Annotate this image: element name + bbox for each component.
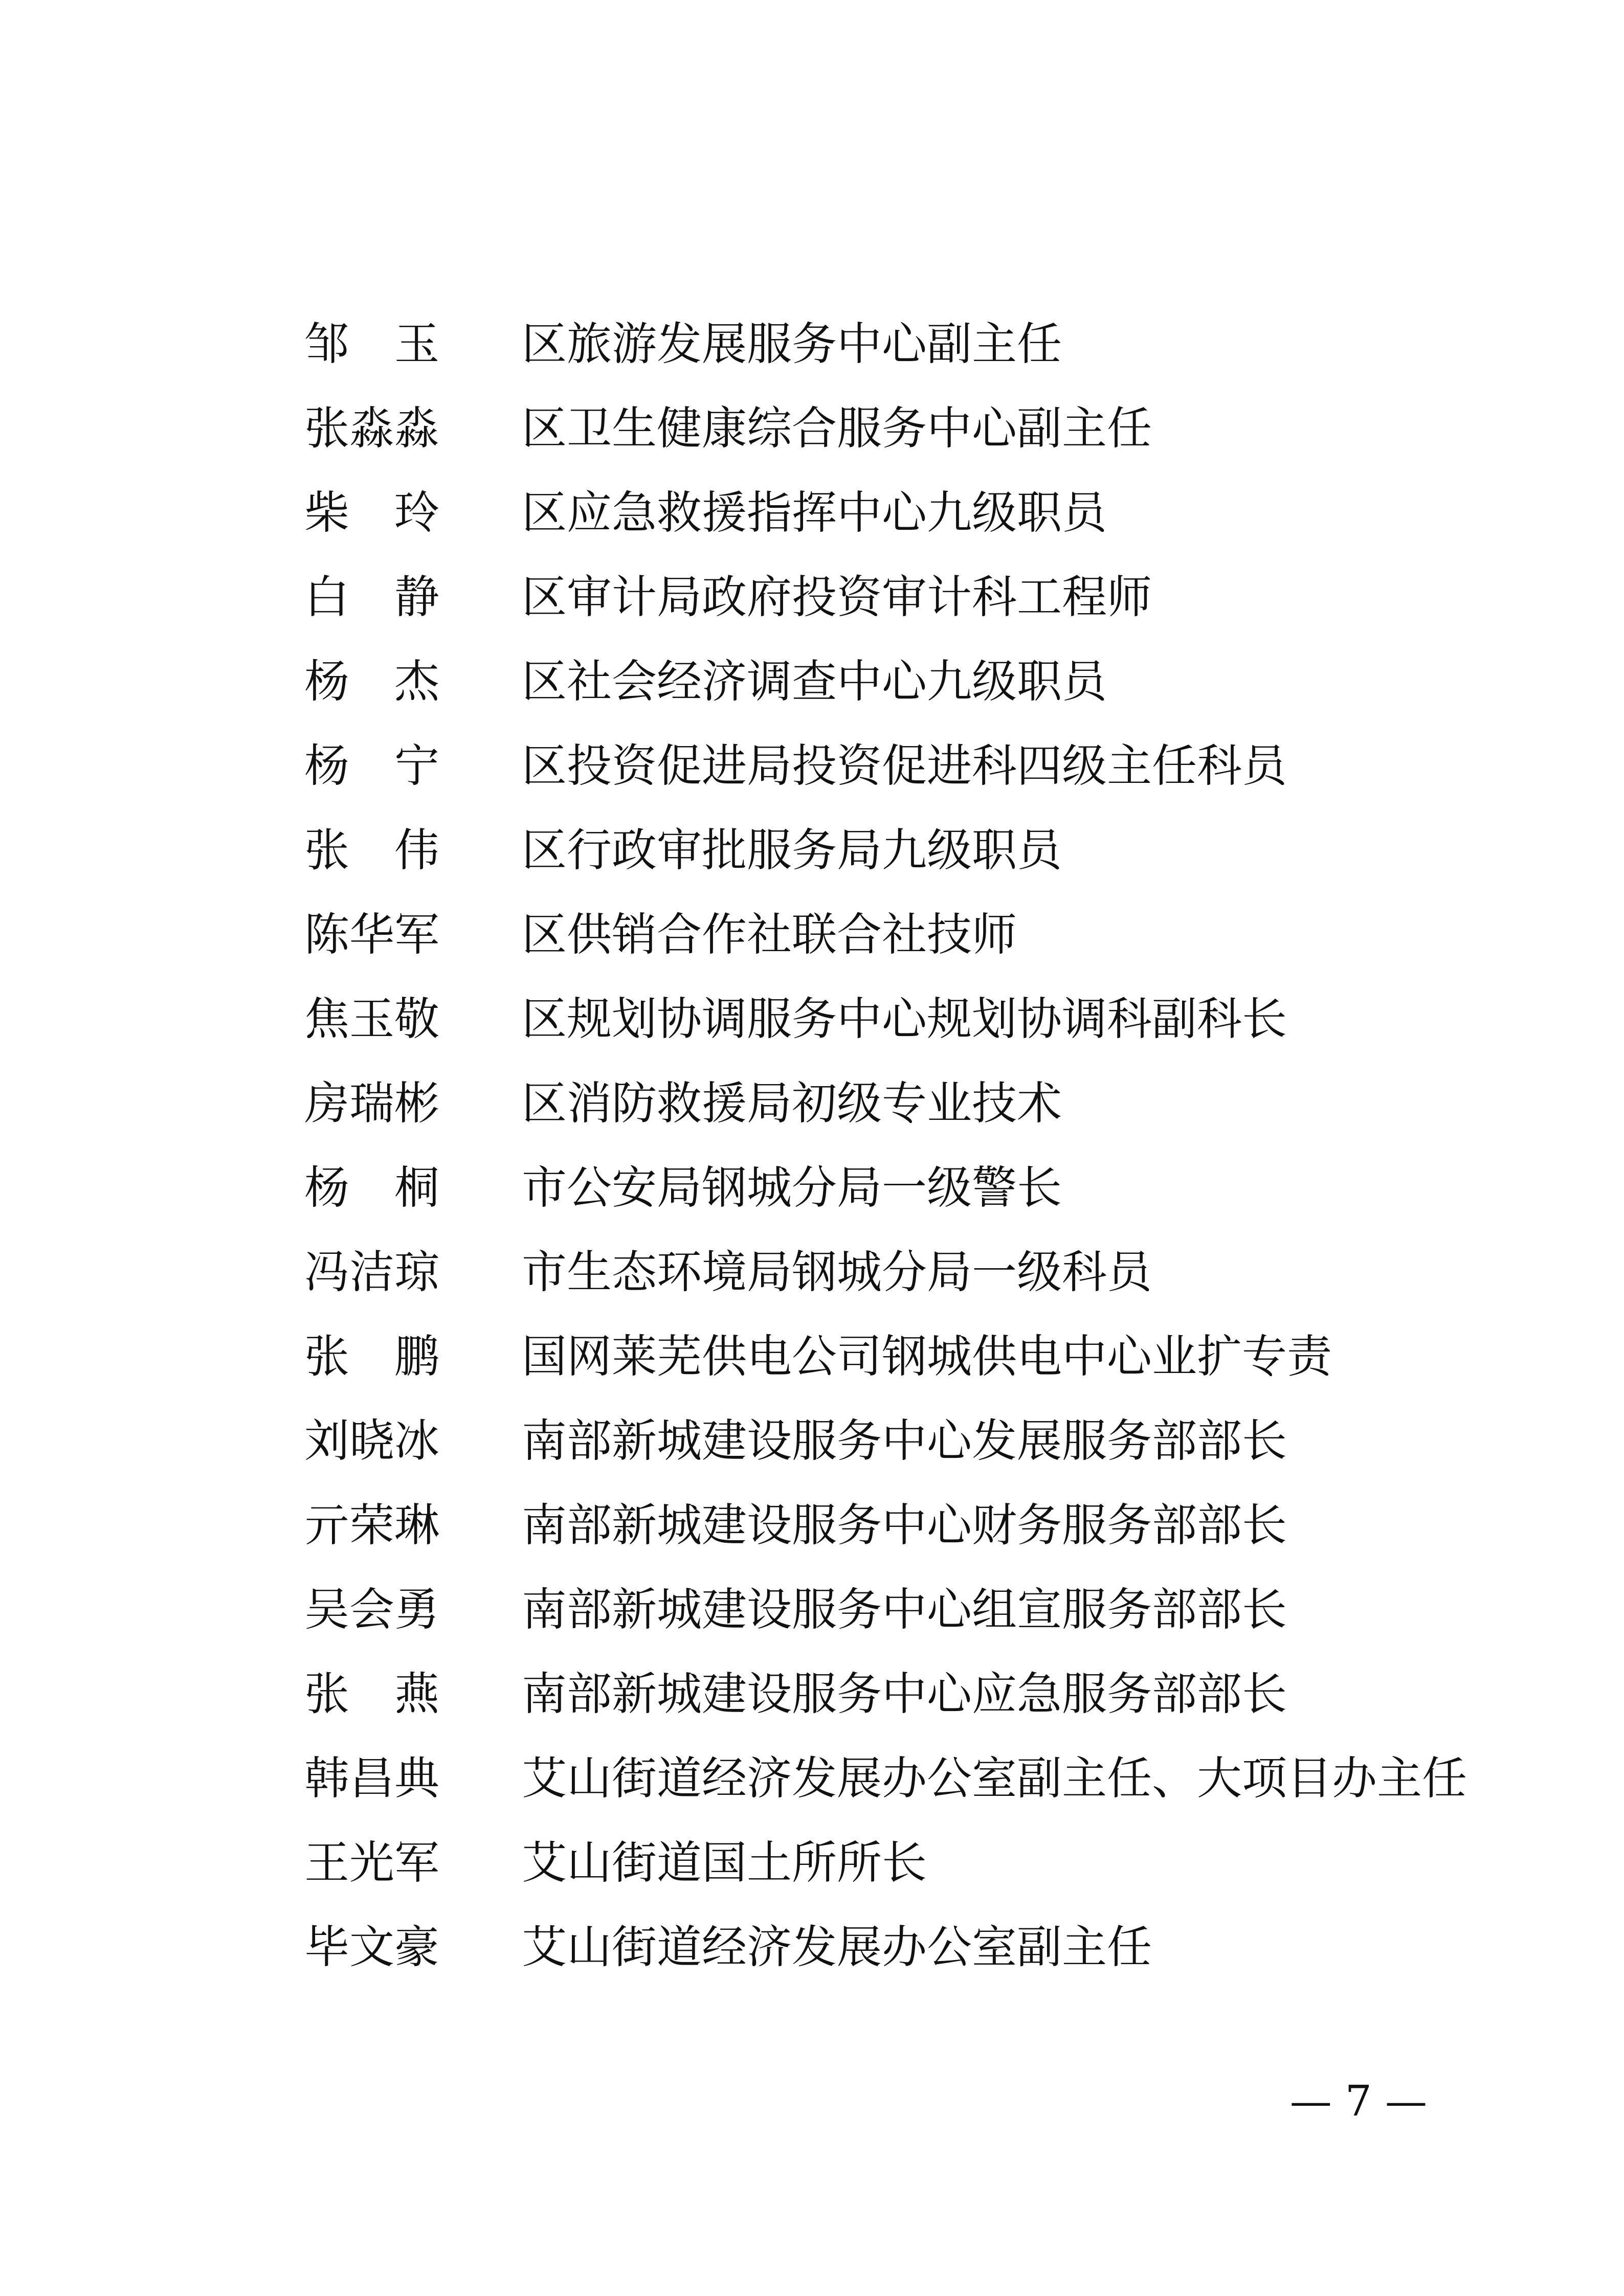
person-name: 陈华军 xyxy=(304,908,440,961)
list-item xyxy=(304,1652,1481,1736)
list-item xyxy=(304,386,1481,470)
person-name: 张 燕 xyxy=(304,1668,440,1720)
person-name: 吴会勇 xyxy=(304,1583,440,1636)
list-item xyxy=(304,1820,1481,1905)
person-name: 刘晓冰 xyxy=(304,1414,440,1467)
list-item xyxy=(304,1483,1481,1567)
person-title: 区卫生健康综合服务中心副主任 xyxy=(522,402,1152,455)
person-name: 张 伟 xyxy=(304,824,440,876)
person-name: 房瑞彬 xyxy=(304,1077,440,1130)
person-name: 亓荣琳 xyxy=(304,1499,440,1551)
person-title: 区审计局政府投资审计科工程师 xyxy=(522,571,1152,623)
person-title: 南部新城建设服务中心应急服务部部长 xyxy=(522,1668,1287,1720)
person-name: 杨 桐 xyxy=(304,1161,440,1214)
person-name: 焦玉敬 xyxy=(304,993,440,1045)
person-title: 南部新城建设服务中心发展服务部部长 xyxy=(522,1414,1287,1467)
list-item xyxy=(304,1905,1481,1989)
list-item xyxy=(304,724,1481,808)
list-item xyxy=(304,1145,1481,1230)
person-title: 区社会经济调查中心九级职员 xyxy=(522,655,1107,708)
person-name: 白 静 xyxy=(304,571,440,623)
list-item xyxy=(304,1399,1481,1483)
list-item xyxy=(304,808,1481,892)
person-name: 韩昌典 xyxy=(304,1752,440,1805)
person-title: 南部新城建设服务中心财务服务部部长 xyxy=(522,1499,1287,1551)
list-item xyxy=(304,555,1481,639)
list-item xyxy=(304,639,1481,724)
list-item xyxy=(304,1314,1481,1399)
personnel-list xyxy=(304,302,1481,1989)
page-number: — 7 — xyxy=(1289,2077,1427,2126)
person-title: 区行政审批服务局九级职员 xyxy=(522,824,1062,876)
person-title: 区供销合作社联合社技师 xyxy=(522,908,1017,961)
person-name: 柴 玲 xyxy=(304,486,440,539)
person-title: 艾山街道经济发展办公室副主任、大项目办主任 xyxy=(522,1752,1467,1805)
person-name: 张 鹏 xyxy=(304,1330,440,1383)
person-title: 区旅游发展服务中心副主任 xyxy=(522,318,1062,370)
person-name: 邹 玉 xyxy=(304,318,440,370)
person-title: 区规划协调服务中心规划协调科副科长 xyxy=(522,993,1287,1045)
person-name: 张淼淼 xyxy=(304,402,440,455)
person-title: 市公安局钢城分局一级警长 xyxy=(522,1161,1062,1214)
person-title: 国网莱芜供电公司钢城供电中心业扩专责 xyxy=(522,1330,1332,1383)
list-item xyxy=(304,1230,1481,1314)
person-title: 南部新城建设服务中心组宣服务部部长 xyxy=(522,1583,1287,1636)
person-title: 市生态环境局钢城分局一级科员 xyxy=(522,1246,1152,1298)
list-item xyxy=(304,977,1481,1061)
list-item xyxy=(304,1061,1481,1145)
list-item xyxy=(304,302,1481,386)
person-title: 艾山街道经济发展办公室副主任 xyxy=(522,1921,1152,1973)
person-name: 毕文豪 xyxy=(304,1921,440,1973)
list-item xyxy=(304,892,1481,977)
list-item xyxy=(304,470,1481,555)
person-title: 区应急救援指挥中心九级职员 xyxy=(522,486,1107,539)
person-name: 杨 宁 xyxy=(304,739,440,792)
person-name: 冯洁琼 xyxy=(304,1246,440,1298)
person-name: 王光军 xyxy=(304,1836,440,1889)
person-name: 杨 杰 xyxy=(304,655,440,708)
person-title: 区投资促进局投资促进科四级主任科员 xyxy=(522,739,1287,792)
person-title: 区消防救援局初级专业技术 xyxy=(522,1077,1062,1130)
list-item xyxy=(304,1567,1481,1652)
list-item xyxy=(304,1736,1481,1820)
person-title: 艾山街道国土所所长 xyxy=(522,1836,927,1889)
